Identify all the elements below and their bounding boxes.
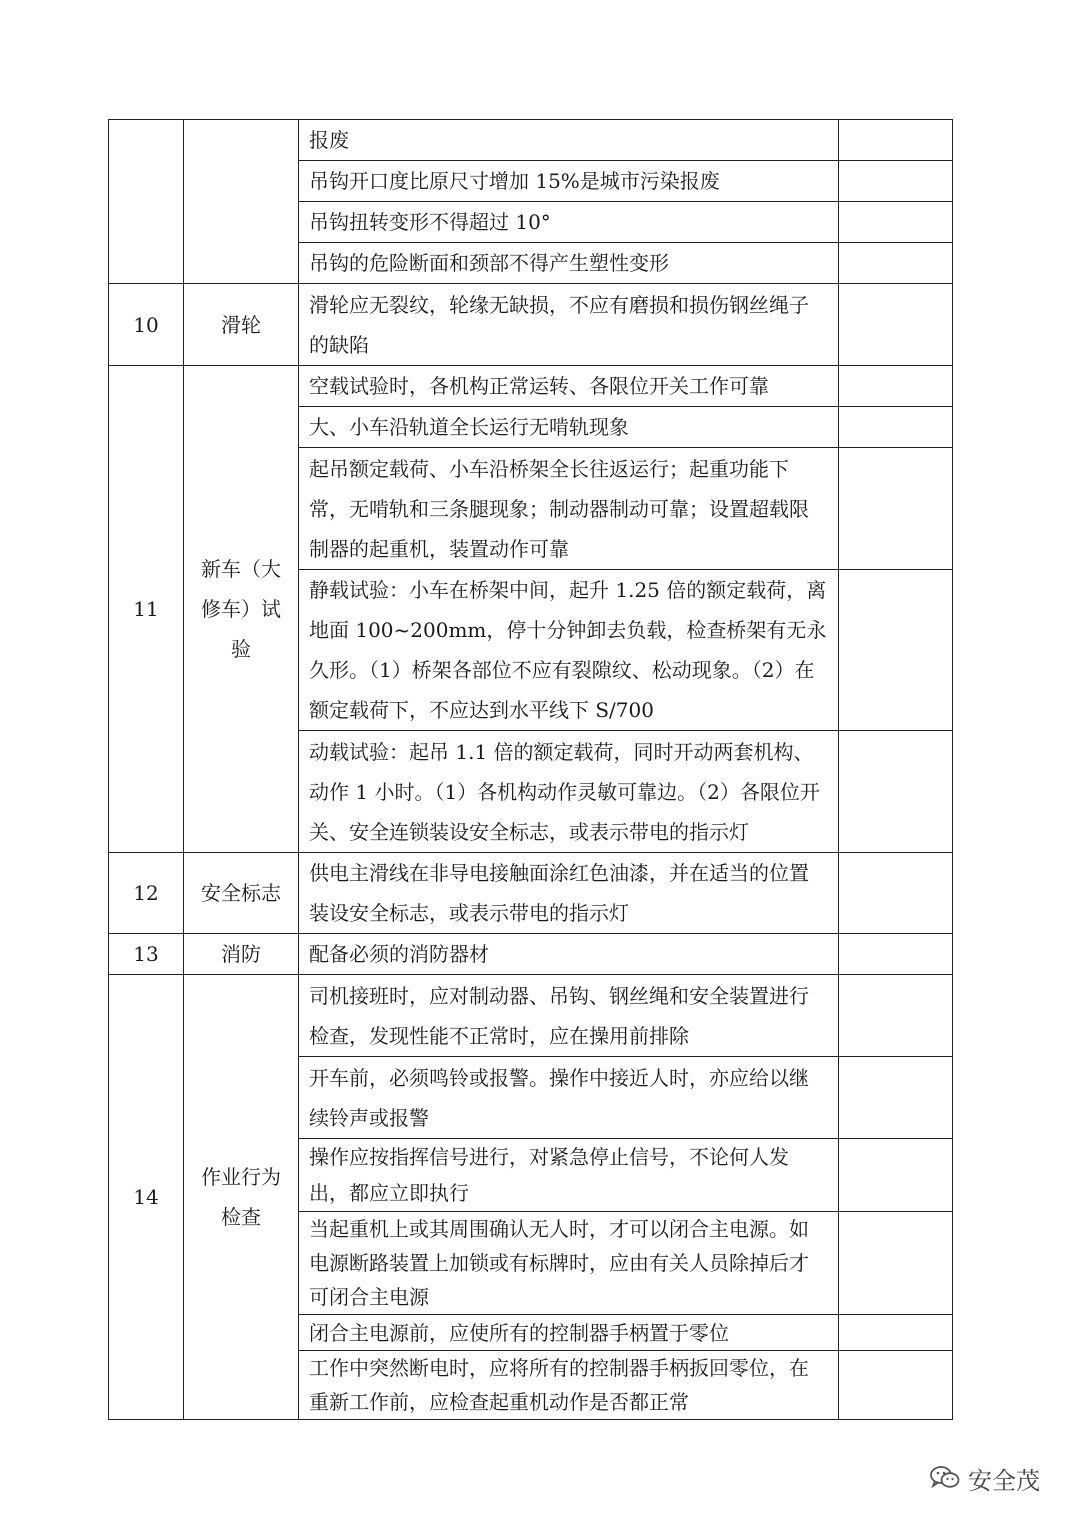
- requirement-cell: 当起重机上或其周围确认无人时，才可以闭合主电源。如电源断路装置上加锁或有标牌时，应由有关人员除掉后才可闭合主电源: [299, 1212, 839, 1315]
- table-row: [109, 120, 953, 161]
- row-number-cell: 13: [109, 934, 184, 975]
- requirement-cell: 配备必须的消防器材: [299, 934, 839, 975]
- item-cell: 作业行为检查: [184, 975, 299, 1420]
- result-cell: [839, 407, 953, 448]
- result-cell: [839, 1057, 953, 1139]
- item-cell: [184, 120, 299, 284]
- result-cell: [839, 1351, 953, 1420]
- requirement-cell: 吊钩扭转变形不得超过 10°: [299, 202, 839, 243]
- requirement-cell: 闭合主电源前，应使所有的控制器手柄置于零位: [299, 1315, 839, 1351]
- result-cell: [839, 161, 953, 202]
- result-cell: [839, 448, 953, 570]
- result-cell: [839, 243, 953, 284]
- row-number-cell: 10: [109, 284, 184, 366]
- result-cell: [839, 120, 953, 161]
- result-cell: [839, 284, 953, 366]
- table-row: [109, 934, 953, 975]
- result-cell: [839, 366, 953, 407]
- row-number-cell: 11: [109, 366, 184, 853]
- requirement-cell: 供电主滑线在非导电接触面涂红色油漆，并在适当的位置装设安全标志，或表示带电的指示灯: [299, 853, 839, 934]
- result-cell: [839, 853, 953, 934]
- requirement-cell: 滑轮应无裂纹，轮缘无缺损，不应有磨损和损伤钢丝绳子的缺陷: [299, 284, 839, 366]
- item-cell: 安全标志: [184, 853, 299, 934]
- result-cell: [839, 975, 953, 1057]
- result-cell: [839, 1212, 953, 1315]
- row-number-cell: 14: [109, 975, 184, 1420]
- table-row: [109, 366, 953, 407]
- result-cell: [839, 570, 953, 731]
- requirement-cell: 空载试验时，各机构正常运转、各限位开关工作可靠: [299, 366, 839, 407]
- inspection-table: [108, 119, 953, 1420]
- wechat-icon: [930, 1465, 960, 1491]
- table-row: [109, 975, 953, 1057]
- table-row: [109, 284, 953, 366]
- row-number-cell: [109, 120, 184, 284]
- result-cell: [839, 1315, 953, 1351]
- watermark: [930, 1458, 1040, 1498]
- requirement-cell: 报废: [299, 120, 839, 161]
- requirement-cell: 静载试验：小车在桥架中间，起升 1.25 倍的额定载荷，离地面 100~200mm，停十分钟卸去负载，检查桥架有无永久形。（1）桥架各部位不应有裂隙纹、松动现象。（2）在额定载荷下，不应达到水平线下 S/700: [299, 570, 839, 731]
- requirement-cell: 开车前，必须鸣铃或报警。操作中接近人时，亦应给以继续铃声或报警: [299, 1057, 839, 1139]
- requirement-cell: 吊钩的危险断面和颈部不得产生塑性变形: [299, 243, 839, 284]
- requirement-cell: 大、小车沿轨道全长运行无啃轨现象: [299, 407, 839, 448]
- item-cell: 新车（大修车）试验: [184, 366, 299, 853]
- requirement-cell: 动载试验：起吊 1.1 倍的额定载荷，同时开动两套机构、动作 1 小时。（1）各机构动作灵敏可靠边。（2）各限位开关、安全连锁装设安全标志，或表示带电的指示灯: [299, 731, 839, 853]
- result-cell: [839, 202, 953, 243]
- requirement-cell: 吊钩开口度比原尺寸增加 15%是城市污染报废: [299, 161, 839, 202]
- result-cell: [839, 934, 953, 975]
- item-cell: 滑轮: [184, 284, 299, 366]
- requirement-cell: 工作中突然断电时，应将所有的控制器手柄扳回零位，在重新工作前，应检查起重机动作是否都正常: [299, 1351, 839, 1420]
- requirement-cell: 操作应按指挥信号进行，对紧急停止信号，不论何人发出，都应立即执行: [299, 1139, 839, 1212]
- row-number-cell: 12: [109, 853, 184, 934]
- item-cell: 消防: [184, 934, 299, 975]
- result-cell: [839, 1139, 953, 1212]
- requirement-cell: 起吊额定载荷、小车沿桥架全长往返运行；起重功能下常，无啃轨和三条腿现象；制动器制动可靠；设置超载限制器的起重机，装置动作可靠: [299, 448, 839, 570]
- requirement-cell: 司机接班时，应对制动器、吊钩、钢丝绳和安全装置进行检查，发现性能不正常时，应在操用前排除: [299, 975, 839, 1057]
- result-cell: [839, 731, 953, 853]
- table-row: [109, 853, 953, 934]
- watermark-text: 安全茂: [968, 1466, 1040, 1495]
